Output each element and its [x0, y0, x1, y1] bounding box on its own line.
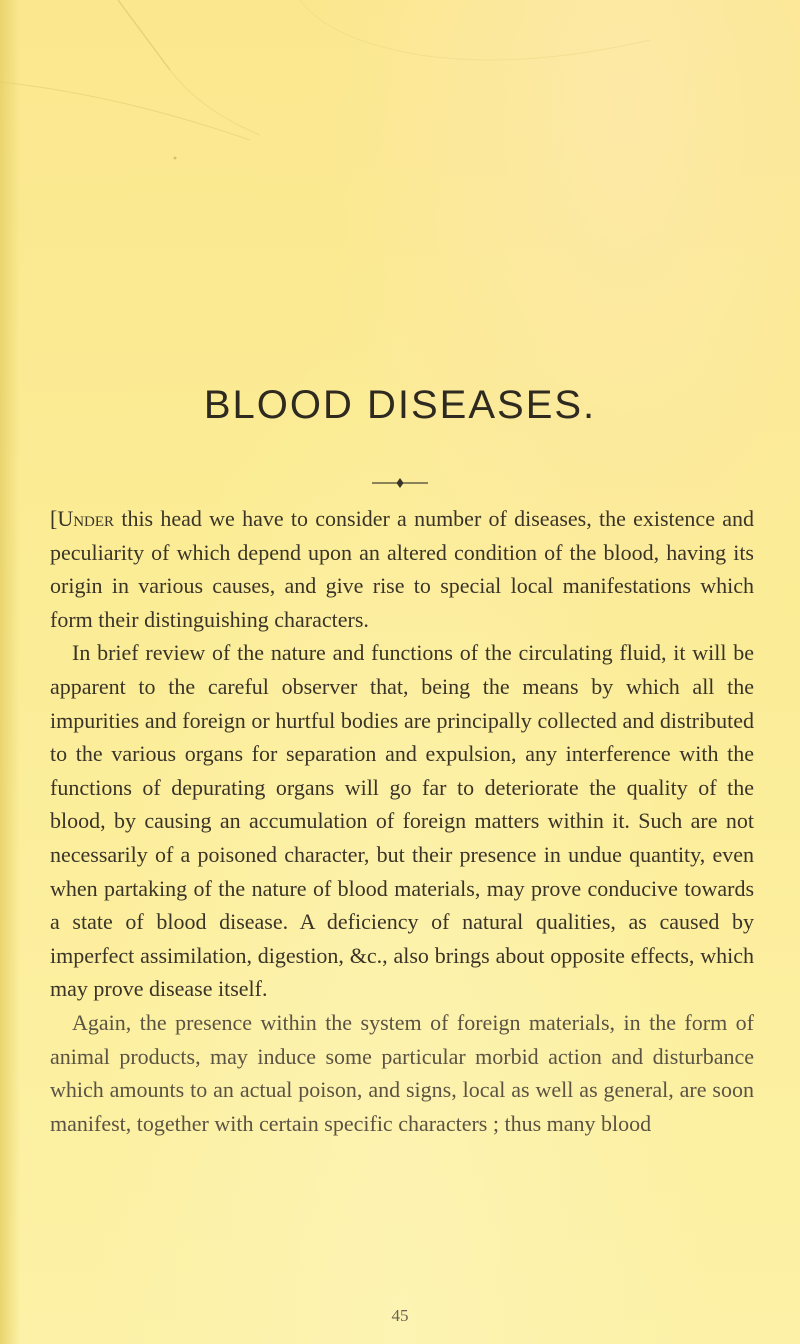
paragraph-2: In brief review of the nature and functions of the circulating fluid, it will be apparent to the careful observer that, being the means by which all the impurities and foreign or hurtful bodies are principally collected and distributed to the various organs for separation and expulsion, any interference with the functions of depurating organs will go far to deteriorate the quality of the blood, by causing an accumulation of foreign matters within it. Such are not necessarily of a poisoned character, but their presence in undue quantity, even when partaking of the nature of blood materials, may prove conducive towards a state of blood disease. A deficiency of natural qualities, as caused by imperfect assimilation, digestion, &c., also brings about opposite effects, which may prove disease itself.: [50, 640, 754, 1002]
paragraph-1: [50, 502, 754, 636]
page-left-edge-shadow: [0, 0, 20, 1344]
chapter-title: BLOOD DISEASES.: [203, 383, 597, 427]
page-number: 45: [391, 1306, 409, 1325]
diamond-rule-ornament: [370, 476, 430, 490]
paper-crease-marks: [0, 0, 800, 220]
body-text: [50, 502, 754, 1140]
paragraph-1-text: this head we have to consider a number of diseases, the existence and peculiarity of which depend upon an altered condition of the blood, having its origin in various causes, and give rise to special local manifestations which form their distinguishing characters.: [50, 506, 754, 632]
opening-bracket: [: [50, 506, 58, 531]
lead-word: Under: [57, 506, 115, 531]
paragraph-3: Again, the presence within the system of foreign materials, in the form of animal products, may induce some particular morbid action and disturbance which amounts to an actual poison, and signs, local as well as general, are soon manifest, together with certain specific characters ; thus many blood: [50, 1009, 754, 1136]
